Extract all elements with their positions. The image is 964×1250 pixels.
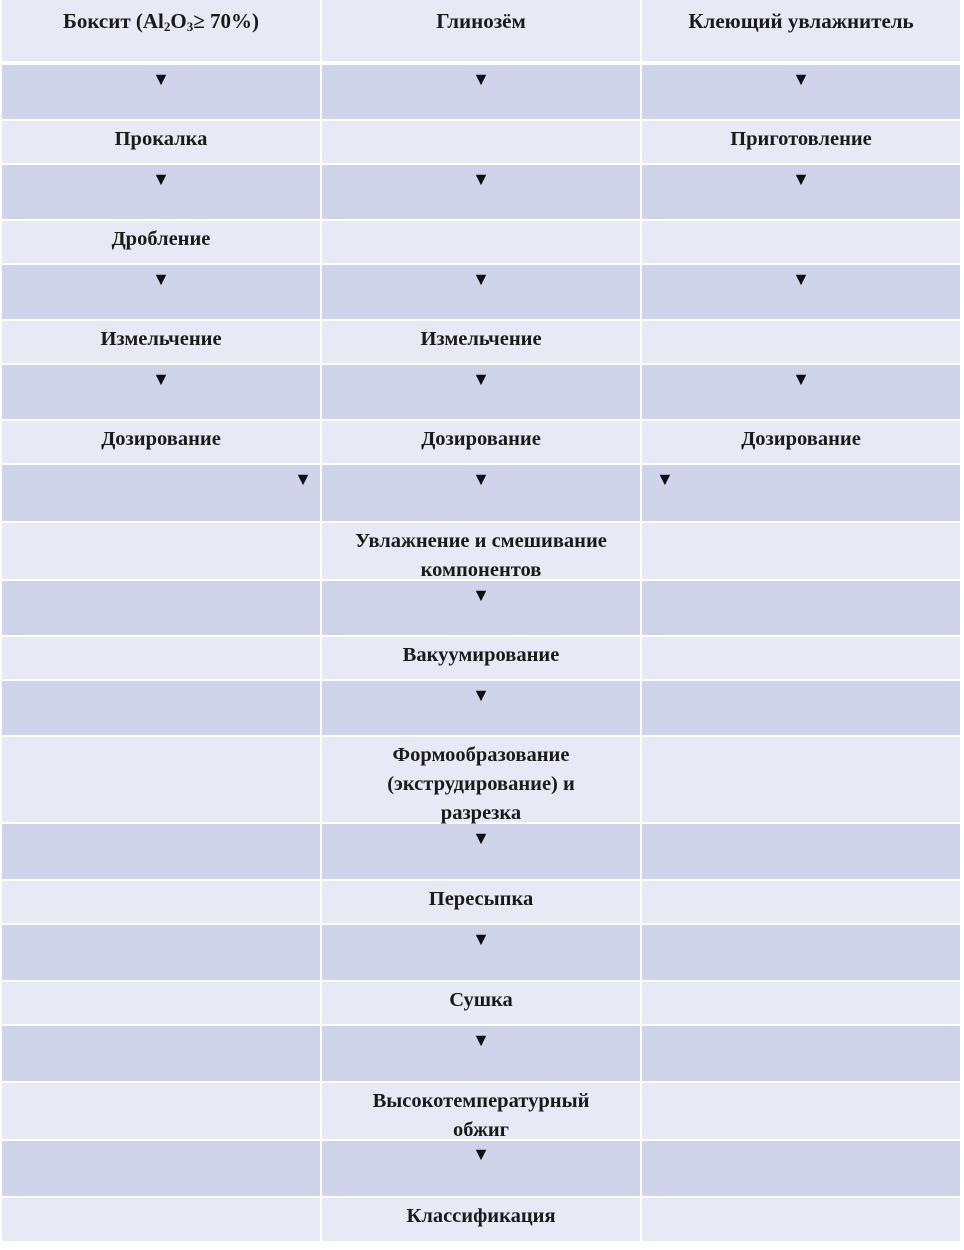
step-pouring: Пересыпка [322,881,642,923]
arrow-down-icon: ▼ [2,65,322,119]
step-row [2,637,960,681]
empty-cell [2,925,322,980]
step-dosing-binder: Дозирование [642,421,960,463]
empty-cell [642,982,960,1024]
header-bauxite-text: Боксит $(Al_2O_3\ge 70\%)$ [62,9,260,34]
arrow-down-icon: ▼ [2,465,322,521]
step-forming-extrusion: Формообразование (экструдирование) и разрезка [322,737,642,822]
empty-cell [642,824,960,879]
empty-cell [2,1198,322,1241]
empty-cell [642,1026,960,1081]
step-moistening-mixing: Увлажнение и смешивание компонентов [322,523,642,579]
arrow-down-icon: ▼ [322,925,642,980]
arrow-down-icon: ▼ [322,165,642,219]
step-vacuuming: Вакуумирование [322,637,642,679]
empty-cell [2,1026,322,1081]
arrow-down-icon: ▼ [322,1026,642,1081]
empty-cell [2,982,322,1024]
arrow-row [2,681,960,737]
empty-cell [642,221,960,263]
step-classification: Классификация [322,1198,642,1241]
step-high-temperature-firing: Высокотемпературный обжиг [322,1083,642,1139]
empty-cell [642,881,960,923]
arrow-down-icon: ▼ [642,465,960,521]
step-grinding-alumina: Измельчение [322,321,642,363]
step-row [2,881,960,925]
step-row [2,982,960,1026]
header-binder: Клеющий увлажнитель [642,0,960,61]
step-grinding-bauxite: Измельчение [2,321,322,363]
empty-cell [642,1198,960,1241]
step-row [2,321,960,365]
empty-cell [642,681,960,735]
arrow-down-icon: ▼ [322,265,642,319]
empty-cell [2,523,322,579]
arrow-row [2,925,960,982]
arrow-row [2,465,960,523]
arrow-down-icon: ▼ [322,465,642,521]
header-alumina: Глинозём [322,0,642,61]
empty-cell [2,581,322,635]
empty-cell [2,681,322,735]
arrow-down-icon: ▼ [322,65,642,119]
arrow-row [2,65,960,121]
arrow-down-icon: ▼ [2,165,322,219]
step-row [2,221,960,265]
arrow-down-icon: ▼ [322,365,642,419]
step-row [2,1198,960,1241]
empty-cell [642,581,960,635]
arrow-down-icon: ▼ [322,681,642,735]
arrow-row [2,265,960,321]
arrow-row [2,365,960,421]
arrow-row [2,1141,960,1198]
empty-cell [642,1083,960,1139]
arrow-row [2,581,960,637]
step-dosing-alumina: Дозирование [322,421,642,463]
arrow-down-icon: ▼ [642,165,960,219]
step-row [2,1083,960,1141]
empty-cell [2,1141,322,1196]
arrow-down-icon: ▼ [2,265,322,319]
empty-cell [322,121,642,163]
process-flow-table [2,0,960,1241]
arrow-down-icon: ▼ [642,65,960,119]
step-row [2,523,960,581]
step-row [2,421,960,465]
header-row [2,0,960,65]
step-calcination: Прокалка [2,121,322,163]
empty-cell [642,925,960,980]
empty-cell [642,737,960,822]
step-crushing: Дробление [2,221,322,263]
empty-cell [2,824,322,879]
arrow-down-icon: ▼ [322,824,642,879]
step-dosing-bauxite: Дозирование [2,421,322,463]
empty-cell [642,321,960,363]
arrow-down-icon: ▼ [2,365,322,419]
step-preparation: Приготовление [642,121,960,163]
empty-cell [642,523,960,579]
arrow-row [2,1026,960,1083]
arrow-row [2,165,960,221]
step-row [2,737,960,824]
arrow-down-icon: ▼ [322,581,642,635]
empty-cell [2,737,322,822]
arrow-row [2,824,960,881]
empty-cell [642,1141,960,1196]
empty-cell [2,637,322,679]
header-bauxite [2,0,322,61]
step-drying: Сушка [322,982,642,1024]
arrow-down-icon: ▼ [642,265,960,319]
empty-cell [322,221,642,263]
arrow-down-icon: ▼ [642,365,960,419]
step-row [2,121,960,165]
arrow-down-icon: ▼ [322,1141,642,1196]
empty-cell [2,1083,322,1139]
empty-cell [2,881,322,923]
empty-cell [642,637,960,679]
